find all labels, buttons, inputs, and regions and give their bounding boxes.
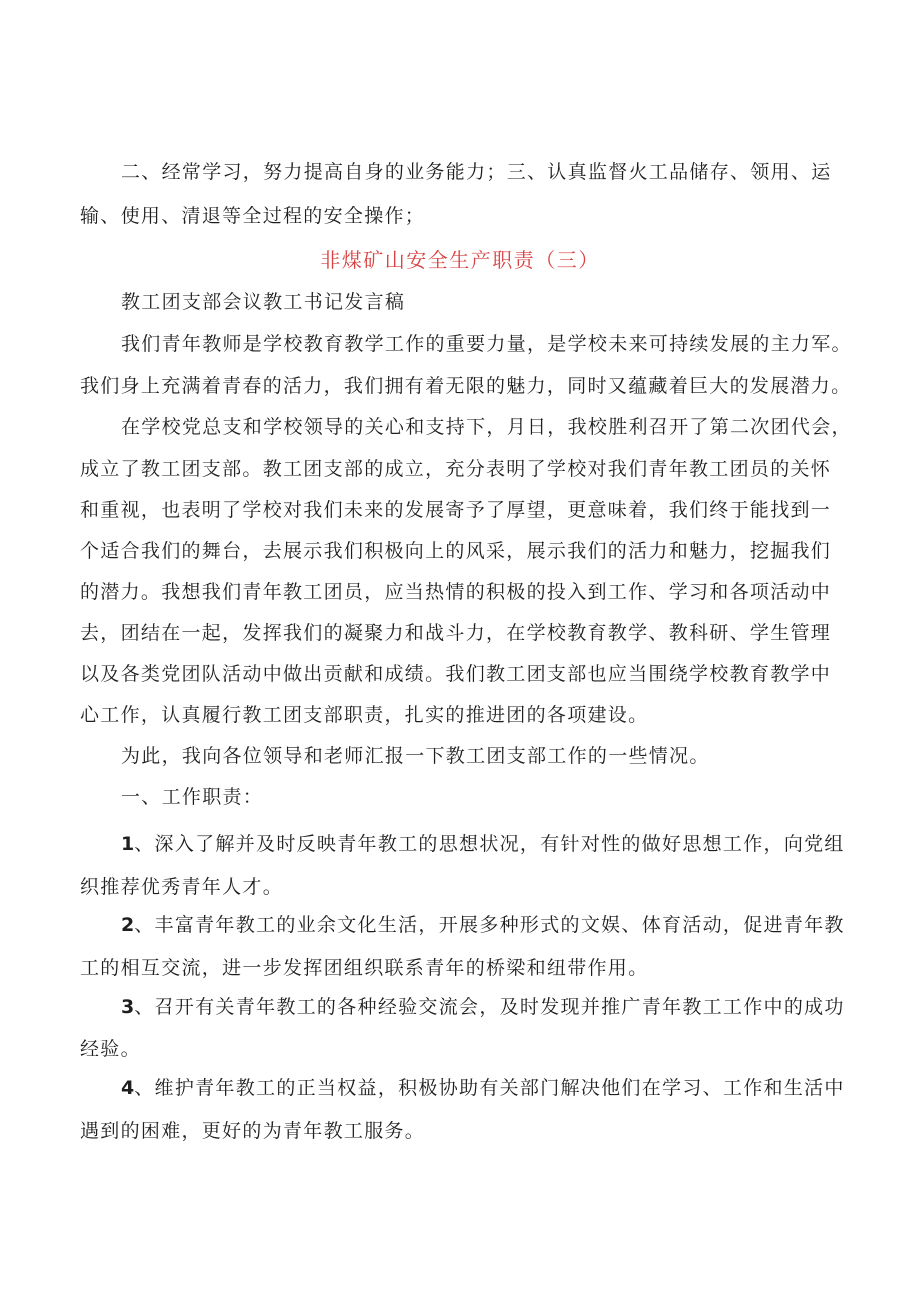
intro-line-1: 二、经常学习，努力提高自身的业务能力；三、认真监督火工品储存、领用、运 — [121, 161, 832, 183]
duty-item-4-line-1 — [121, 1075, 881, 1101]
paragraph-1-line-1: 我们青年教师是学校教育教学工作的重要力量，是学校未来可持续发展的主力军。 — [121, 333, 852, 355]
subtitle: 教工团支部会议教工书记发言稿 — [121, 291, 406, 313]
paragraph-2-line-1: 在学校党总支和学校领导的关心和支持下，月日，我校胜利召开了第二次团代会， — [121, 416, 852, 438]
paragraph-2-line-7: 以及各类党团队活动中做出贡献和成绩。我们教工团支部也应当围绕学校教育教学中 — [80, 663, 832, 685]
duty-item-3-line-1 — [121, 994, 881, 1020]
intro-line-2: 输、使用、清退等全过程的安全操作； — [80, 205, 426, 227]
duty-item-1-number: 1 — [121, 833, 135, 855]
duty-item-2-text: 、丰富青年教工的业余文化生活，开展多种形式的文娱、体育活动，促进青年教 — [134, 914, 845, 936]
paragraph-1-line-2: 我们身上充满着青春的活力，我们拥有着无限的魅力，同时又蕴藏着巨大的发展潜力。 — [80, 375, 852, 397]
paragraph-2-line-6: 去，团结在一起，发挥我们的凝聚力和战斗力，在学校教育教学、教科研、学生管理 — [80, 622, 832, 644]
duty-item-2-line-1 — [121, 912, 881, 938]
duty-item-4-line-2: 遇到的困难，更好的为青年教工服务。 — [80, 1120, 426, 1142]
duty-item-1-text: 、深入了解并及时反映青年教工的思想状况，有针对性的做好思想工作，向党组 — [134, 833, 845, 855]
paragraph-2-line-4: 个适合我们的舞台，去展示我们积极向上的风采，展示我们的活力和魅力，挖掘我们 — [80, 540, 832, 562]
section-heading: 一、工作职责： — [121, 786, 264, 808]
document-title: 非煤矿山安全生产职责（三） — [320, 248, 600, 272]
paragraph-3: 为此，我向各位领导和老师汇报一下教工团支部工作的一些情况。 — [121, 745, 710, 767]
duty-item-3-line-2: 经验。 — [80, 1038, 141, 1060]
duty-item-4-number: 4 — [121, 1077, 135, 1099]
duty-item-1-line-1 — [121, 831, 881, 857]
duty-item-1-line-2: 织推荐优秀青年人才。 — [80, 876, 284, 898]
paragraph-2-line-2: 成立了教工团支部。教工团支部的成立，充分表明了学校对我们青年教工团员的关怀 — [80, 458, 832, 480]
paragraph-2-line-8: 心工作，认真履行教工团支部职责，扎实的推进团的各项建设。 — [80, 704, 649, 726]
duty-item-4-text: 、维护青年教工的正当权益，积极协助有关部门解决他们在学习、工作和生活中 — [134, 1077, 845, 1099]
paragraph-2-line-3: 和重视，也表明了学校对我们未来的发展寄予了厚望，更意味着，我们终于能找到一 — [80, 499, 832, 521]
duty-item-2-number: 2 — [121, 914, 135, 936]
duty-item-3-number: 3 — [121, 996, 135, 1018]
duty-item-2-line-2: 工的相互交流，进一步发挥团组织联系青年的桥梁和纽带作用。 — [80, 957, 649, 979]
duty-item-3-text: 、召开有关青年教工的各种经验交流会，及时发现并推广青年教工工作中的成功 — [134, 996, 845, 1018]
paragraph-2-line-5: 的潜力。我想我们青年教工团员，应当热情的积极的投入到工作、学习和各项活动中 — [80, 581, 832, 603]
